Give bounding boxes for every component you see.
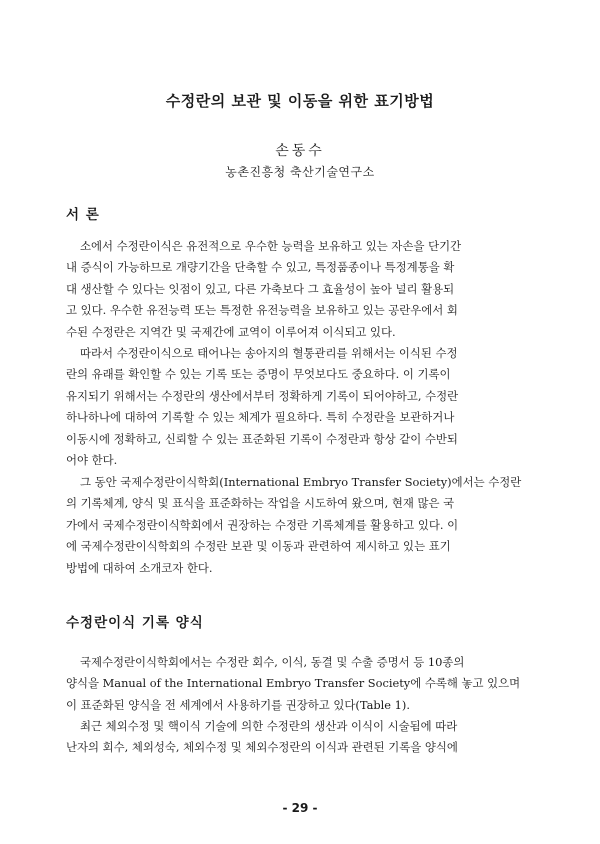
intro-paragraph-1 bbox=[66, 236, 544, 343]
text-line: 수된 수정란은 지역간 및 국제간에 교역이 이루어져 이식되고 있다. bbox=[66, 324, 396, 339]
text-line: 소에서 수정란이식은 유전적으로 우수한 능력을 보유하고 있는 자손을 단기간 bbox=[80, 239, 462, 253]
text-line: 유지되기 위해서는 수정란의 생산에서부터 정확하게 기록이 되어야하고, 수정란 bbox=[66, 388, 459, 403]
text-line: 최근 체외수정 및 핵이식 기술에 의한 수정란의 생산과 이식이 시술됨에 따라 bbox=[80, 719, 458, 733]
text-line: 따라서 수정란이식으로 태어나는 송아지의 혈통관리를 위해서는 이식된 수정 bbox=[80, 346, 458, 360]
section-heading-record-forms: 수정란이식 기록 양식 bbox=[66, 615, 204, 631]
text-line: 방법에 대하여 소개코자 한다. bbox=[66, 560, 213, 575]
text-line: 란의 유래를 확인할 수 있는 기록 또는 증명이 무엇보다도 중요하다. 이 기록이 bbox=[66, 367, 451, 382]
text-line: 어야 한다. bbox=[66, 453, 118, 468]
text-line: 내 증식이 가능하므로 개량기간을 단축할 수 있고, 특정품종이나 특정계통을 확 bbox=[66, 260, 455, 275]
forms-paragraph-2 bbox=[66, 716, 544, 759]
text-line: 난자의 회수, 체외성숙, 체외수정 및 체외수정란의 이식과 관련된 기록을 양식에 bbox=[66, 740, 458, 755]
section-heading-introduction: 서 론 bbox=[66, 207, 100, 223]
page-number: - 29 - bbox=[282, 801, 318, 815]
text-line: 고 있다. 우수한 유전능력 또는 특정한 유전능력을 보유하고 있는 공란우에서 회 bbox=[66, 303, 458, 318]
intro-paragraph-3 bbox=[66, 472, 544, 579]
text-line: 그 동안 국제수정란이식학회(International Embryo Transfer Society)에서는 수정란 bbox=[80, 475, 522, 489]
paper-title: 수정란의 보관 및 이동을 위한 표기방법 bbox=[165, 92, 435, 110]
author-name: 손동수 bbox=[275, 143, 325, 159]
text-line: 대 생산할 수 있다는 잇점이 있고, 다른 가축보다 그 효율성이 높아 널리 활용되 bbox=[66, 281, 455, 296]
text-line: 양식을 Manual of the International Embryo Transfer Society에 수록해 놓고 있으며 bbox=[66, 676, 521, 691]
forms-paragraph-1 bbox=[66, 652, 544, 716]
text-line: 국제수정란이식학회에서는 수정란 회수, 이식, 동결 및 수출 증명서 등 10종의 bbox=[80, 655, 465, 669]
text-line: 에 국제수정란이식학회의 수정란 보관 및 이동과 관련하여 제시하고 있는 표기 bbox=[66, 539, 451, 554]
text-line: 이동시에 정확하고, 신뢰할 수 있는 표준화된 기록이 수정란과 항상 같이 수반되 bbox=[66, 431, 458, 446]
intro-paragraph-2 bbox=[66, 343, 544, 471]
text-line: 이 표준화된 양식을 전 세계에서 사용하기를 권장하고 있다(Table 1). bbox=[66, 697, 410, 712]
author-affiliation: 농촌진흥청 축산기술연구소 bbox=[225, 165, 375, 179]
text-line: 의 기록체계, 양식 및 표식을 표준화하는 작업을 시도하여 왔으며, 현재 많은 국 bbox=[66, 496, 455, 511]
text-line: 가에서 국제수정란이식학회에서 권장하는 수정란 기록체계를 활용하고 있다. 이 bbox=[66, 517, 459, 532]
text-line: 하나하나에 대하여 기록할 수 있는 체계가 필요하다. 특히 수정란을 보관하거나 bbox=[66, 410, 455, 425]
